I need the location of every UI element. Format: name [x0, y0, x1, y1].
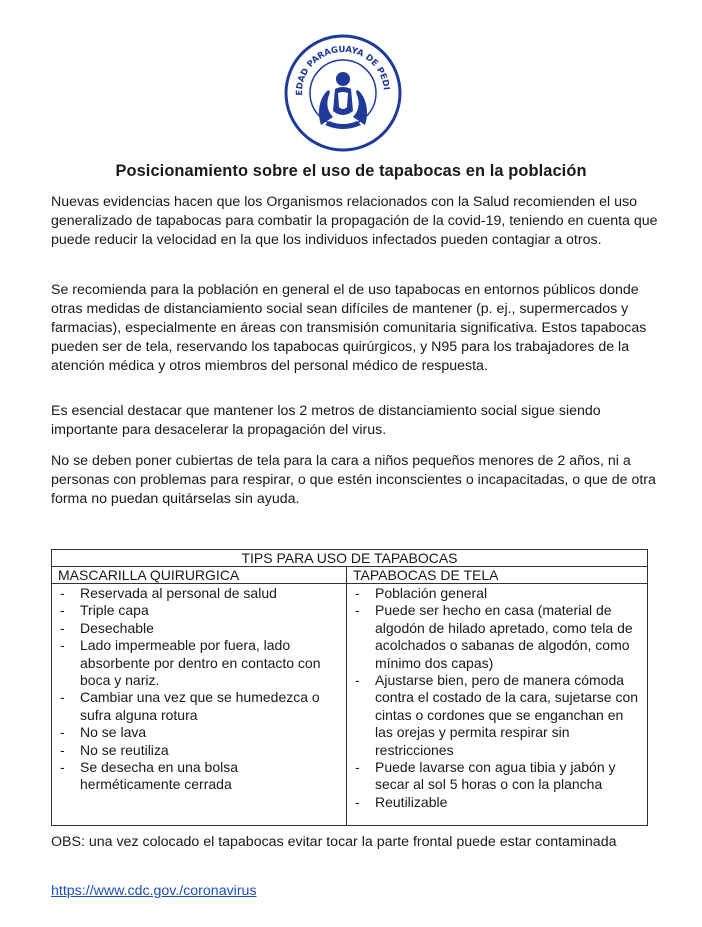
paragraph-recommendation: Se recomienda para la población en general el de uso tapabocas en entornos públicos donde otras medidas de distanciamiento social sean difíciles de mantener (p. ej., supermercados y farmacias), especialmente en áreas con transmisión comunitaria significativa. Estos tapabocas pueden ser de tela, reservando los tapabocas quirúrgicos, y N95 para los trabajadores de la atención médica y otros miembros del personal médico de respuesta. [51, 282, 647, 374]
paragraph-distancing: Es esencial destacar que mantener los 2 metros de distanciamiento social sigue siendo importante para desacelerar la propagación del virus. [51, 403, 601, 438]
list-item: - No se lava [58, 724, 340, 741]
list-item: - Reservada al personal de salud [58, 585, 340, 602]
list-item: - No se reutiliza [58, 742, 340, 759]
tips-table [51, 549, 648, 826]
cdc-coronavirus-link[interactable]: https://www.cdc.gov./coronavirus [51, 883, 257, 899]
cloth-mask-tips [347, 584, 648, 826]
list-item: - Se desecha en una bolsa herméticamente cerrada [58, 759, 340, 794]
page-title: Posicionamiento sobre el uso de tapabocas en la población [115, 162, 587, 180]
cloth-mask-header: TAPABOCAS DE TELA [347, 567, 648, 584]
list-item: - Cambiar una vez que se humedezca o sufra alguna rotura [58, 689, 340, 724]
society-logo [283, 33, 403, 153]
list-item: - Puede lavarse con agua tibia y jabón y secar al sol 5 horas o con la plancha [353, 759, 641, 794]
list-item: - Población general [353, 585, 641, 602]
surgical-mask-list [58, 585, 340, 794]
list-item: - Desechable [58, 620, 340, 637]
surgical-mask-tips [52, 584, 347, 826]
list-item: - Reutilizable [353, 794, 641, 811]
list-item: - Lado impermeable por fuera, lado absorbente por dentro en contacto con boca y nariz. [58, 637, 340, 689]
cloth-mask-list [353, 585, 641, 811]
observation-note: OBS: una vez colocado el tapabocas evitar tocar la parte frontal puede estar contaminada [51, 834, 617, 850]
pediatric-society-seal-icon [283, 33, 403, 153]
tips-table-heading: TIPS PARA USO DE TAPABOCAS [52, 550, 648, 567]
list-item: - Triple capa [58, 602, 340, 619]
paragraph-exceptions: No se deben poner cubiertas de tela para la cara a niños pequeños menores de 2 años, ni a personas con problemas para respirar, o que estén inconscientes o incapacitadas, o que de otra forma no puedan quitárselas sin ayuda. [51, 453, 656, 507]
paragraph-evidence: Nuevas evidencias hacen que los Organismos relacionados con la Salud recomienden el uso generalizado de tapabocas para combatir la propagación de la covid-19, teniendo en cuenta que puede reducir la velocidad en la que los individuos infectados pueden contagiar a otros. [51, 194, 658, 248]
surgical-mask-header: MASCARILLA QUIRURGICA [52, 567, 347, 584]
list-item: - Puede ser hecho en casa (material de algodón de hilado apretado, como tela de acolchados o sabanas de algodón, como mínimo dos capas) [353, 602, 641, 672]
svg-text:SOCIEDAD PARAGUAYA DE PEDIATRI: EDAD PARAGUAYA DE PEDI [294, 44, 391, 96]
list-item: - Ajustarse bien, pero de manera cómoda contra el costado de la cara, sujetarse con cintas o cordones que se enganchan en las orejas y permita respirar sin restricciones [353, 672, 641, 759]
